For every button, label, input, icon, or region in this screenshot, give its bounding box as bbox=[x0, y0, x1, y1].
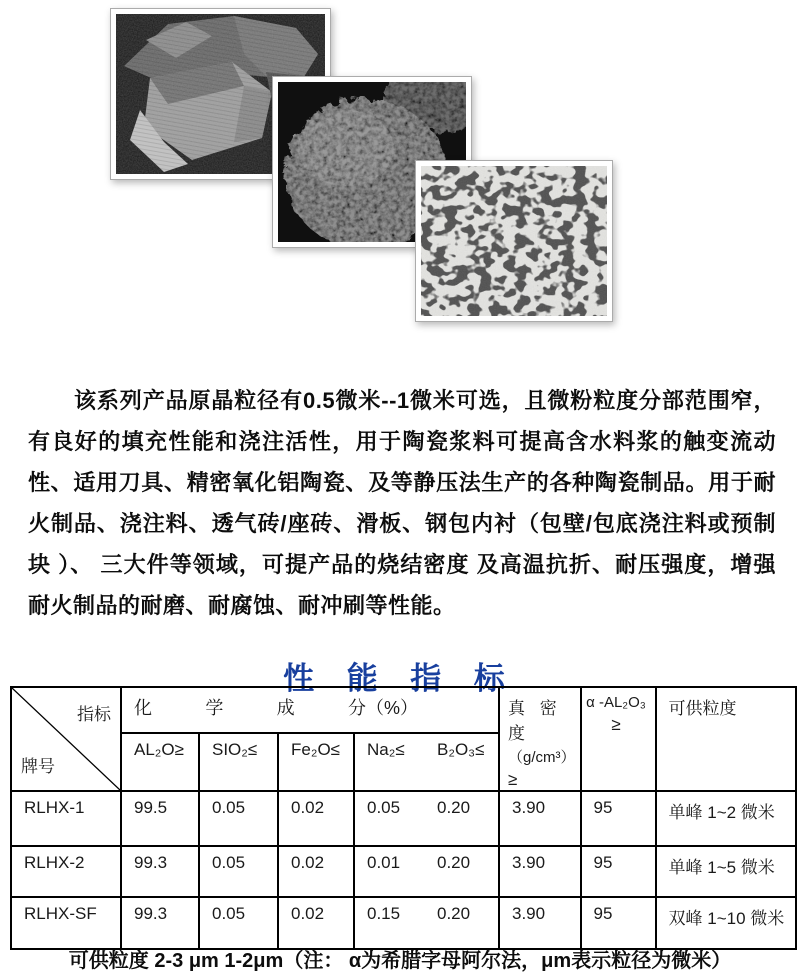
alpha-value-cell: 95 bbox=[581, 846, 656, 897]
chemical-composition-group-header bbox=[121, 687, 499, 733]
na2-b2o3-value-cell bbox=[354, 846, 499, 897]
table-row bbox=[11, 791, 796, 846]
true-density-header-cell bbox=[499, 687, 581, 791]
size-value-cell: 双峰 1~10 微米 bbox=[656, 897, 796, 949]
density-header-unit: （g/cm³） bbox=[508, 749, 576, 766]
sio2-value-cell: 0.05 bbox=[199, 897, 278, 949]
density-value-cell: 3.90 bbox=[499, 791, 581, 846]
alpha-value-cell: 95 bbox=[581, 897, 656, 949]
corner-brand-label: 牌号 bbox=[21, 757, 55, 776]
density-header-gte: ≥ bbox=[508, 770, 518, 789]
sem-micrograph-fine-particles bbox=[421, 166, 607, 316]
corner-indicator-label: 指标 bbox=[77, 705, 111, 724]
sio2-value-cell: 0.05 bbox=[199, 846, 278, 897]
size-value-cell: 单峰 1~5 微米 bbox=[656, 846, 796, 897]
brand-cell: RLHX-1 bbox=[11, 791, 121, 846]
table-row bbox=[11, 846, 796, 897]
na2-b2o3-subheader-cell bbox=[354, 733, 499, 791]
na2-b2o3-value-cell bbox=[354, 897, 499, 949]
fe2o-value-cell: 0.02 bbox=[278, 791, 354, 846]
brand-cell: RLHX-SF bbox=[11, 897, 121, 949]
na2-value: 0.15 bbox=[367, 904, 401, 923]
sem-photo-frame-3 bbox=[415, 160, 613, 322]
sio2-subheader-cell: SIO₂≤ bbox=[199, 733, 278, 791]
b2o3-value: 0.20 bbox=[437, 853, 471, 872]
alpha-header-label: α -AL₂O₃ bbox=[586, 694, 646, 711]
fe2o-value-cell: 0.02 bbox=[278, 897, 354, 949]
size-value-cell: 单峰 1~2 微米 bbox=[656, 791, 796, 846]
brand-cell: RLHX-2 bbox=[11, 846, 121, 897]
group-header-part: 学 bbox=[205, 698, 224, 718]
al2o-subheader-cell: AL₂O≥ bbox=[121, 733, 199, 791]
table-header-row-1 bbox=[11, 687, 796, 733]
density-header-label: 真 密 度 bbox=[508, 699, 562, 743]
b2o3-value: 0.20 bbox=[437, 798, 471, 817]
al2o-value-cell: 99.3 bbox=[121, 846, 199, 897]
b2o3-value: 0.20 bbox=[437, 904, 471, 923]
density-value-cell: 3.90 bbox=[499, 897, 581, 949]
group-header-part: 化 bbox=[134, 698, 152, 718]
sio2-value-cell: 0.05 bbox=[199, 791, 278, 846]
al2o-value-cell: 99.3 bbox=[121, 897, 199, 949]
density-value-cell: 3.90 bbox=[499, 846, 581, 897]
alpha-value-cell: 95 bbox=[581, 791, 656, 846]
na2-b2o3-value-cell bbox=[354, 791, 499, 846]
footer-note: 可供粒度 2-3 μm 1-2μm（注： α为希腊字母阿尔法，μm表示粒径为微米） bbox=[68, 950, 732, 972]
na2-value: 0.01 bbox=[367, 853, 401, 872]
na2-subheader-label: Na₂≤ bbox=[367, 739, 405, 759]
performance-spec-table bbox=[10, 686, 797, 950]
alpha-alumina-header-cell bbox=[581, 687, 656, 791]
intro-paragraph: 该系列产品原晶粒径有0.5微米--1微米可选，且微粉粒度分部范围窄，有良好的填充性能和浇注活性，用于陶瓷浆料可提高含水料浆的触变流动性、适用刀具、精密氧化铝陶瓷、及等静压法生产的各种陶瓷制品。用于耐火制品、浇注料、透气砖/座砖、滑板、钢包内衬（包壁/包底浇注料或预制块 ）、 三大件等领域，可提产品的烧结密度 及高温抗折、耐压强度，增强耐火制品的耐磨、耐腐蚀、耐冲刷等性能。 bbox=[28, 388, 776, 618]
section-title: 性 能 指 标 bbox=[283, 660, 517, 696]
table-row bbox=[11, 897, 796, 949]
b2o3-subheader-label: B₂O₃≤ bbox=[437, 739, 485, 759]
group-header-part: 分（%） bbox=[347, 698, 418, 718]
particle-size-header-cell: 可供粒度 bbox=[656, 687, 796, 791]
fe2o-subheader-cell: Fe₂O≤ bbox=[278, 733, 354, 791]
group-header-part: 成 bbox=[276, 698, 295, 718]
fe2o-value-cell: 0.02 bbox=[278, 846, 354, 897]
na2-value: 0.05 bbox=[367, 798, 401, 817]
corner-header-cell bbox=[11, 687, 121, 791]
al2o-value-cell: 99.5 bbox=[121, 791, 199, 846]
alpha-header-gte: ≥ bbox=[611, 715, 621, 734]
